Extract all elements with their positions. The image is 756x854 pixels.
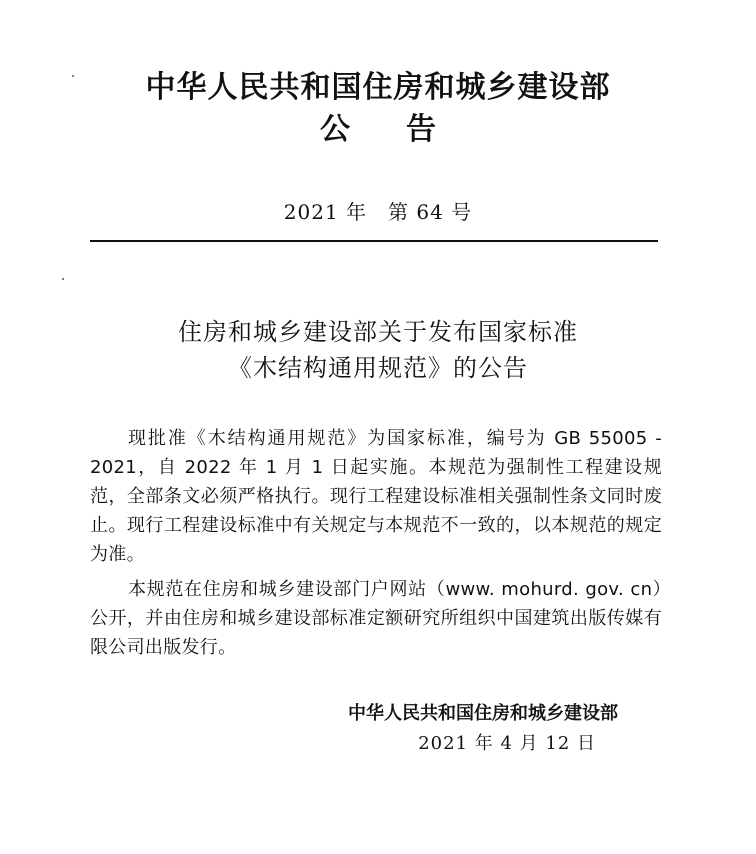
issuing-organization: 中华人民共和国住房和城乡建设部 [145,70,611,105]
body-paragraph-1: 现批准《木结构通用规范》为国家标准，编号为 GB 55005 - 2021，自 2022 年 1 月 1 日起实施。本规范为强制性工程建设规范，全部条文必须严格执行。现行工程建设标准相关强制性条文同时废止。现行工程建设标准中有关规定与本规范不一致的，以本规范的规定为准。 [90,428,662,565]
signature-organization: 中华人民共和国住房和城乡建设部 [348,703,618,724]
document-number: 2021 年 第 64 号 [283,200,473,224]
notice-title-line-1: 住房和城乡建设部关于发布国家标准 [178,318,578,346]
scan-speck [62,278,64,280]
header-divider [90,240,658,242]
announcement-heading: 公告 [320,112,492,147]
notice-title-line-2: 《木结构通用规范》的公告 [228,354,528,382]
body-paragraph-2: 本规范在住房和城乡建设部门户网站（www. mohurd. gov. cn）公开，并由住房和城乡建设部标准定额研究所组织中国建筑出版传媒有限公司出版发行。 [90,579,662,658]
signature-date: 2021 年 4 月 12 日 [418,733,596,754]
